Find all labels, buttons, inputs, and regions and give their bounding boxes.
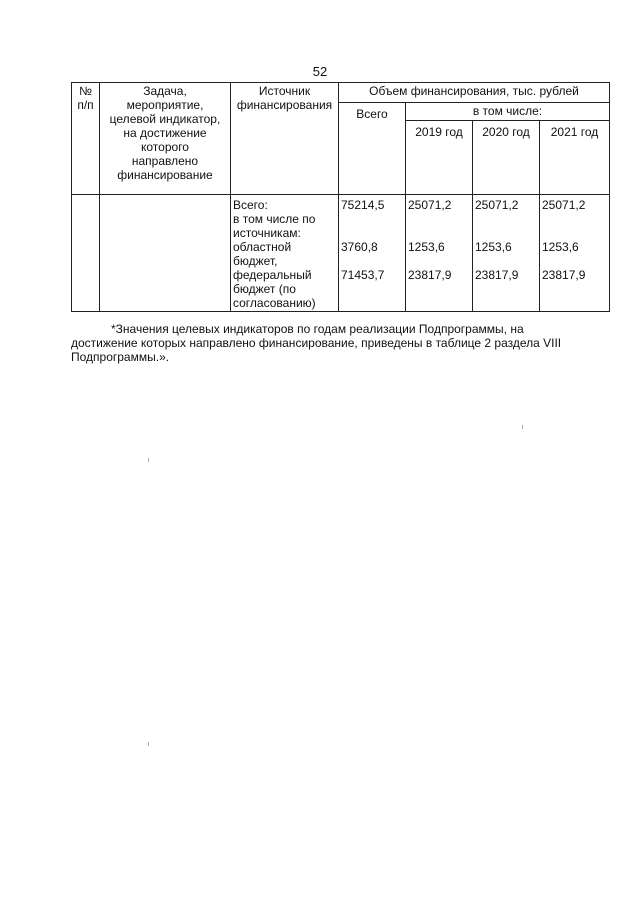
scan-speck xyxy=(522,425,523,429)
row-task xyxy=(100,195,231,312)
row-number xyxy=(72,195,100,312)
header-total: Всего xyxy=(339,103,406,195)
header-year-2021: 2021 год xyxy=(540,121,610,195)
header-including: в том числе: xyxy=(406,103,610,121)
header-source: Источник финансирования xyxy=(231,83,339,195)
page-number: 52 xyxy=(312,64,328,79)
row-2019: 25071,2 1253,6 23817,9 xyxy=(406,195,473,312)
footnote xyxy=(71,322,609,364)
header-volume: Объем финансирования, тыс. рублей xyxy=(339,83,610,103)
header-year-2020: 2020 год xyxy=(473,121,540,195)
header-task: Задача, мероприятие, целевой индикатор, на достижение которого направлено финансирование xyxy=(100,83,231,195)
scan-speck xyxy=(148,742,149,746)
financing-table xyxy=(71,82,610,312)
row-2020: 25071,2 1253,6 23817,9 xyxy=(473,195,540,312)
header-year-2019: 2019 год xyxy=(406,121,473,195)
footnote-line-1: *Значения целевых индикаторов по годам реализации Подпрограммы, на xyxy=(111,322,524,336)
row-source: Всего: в том числе по источникам: областной бюджет, федеральный бюджет (по согласованию) xyxy=(231,195,339,312)
row-2021: 25071,2 1253,6 23817,9 xyxy=(540,195,610,312)
scan-speck xyxy=(148,458,149,462)
row-total: 75214,5 3760,8 71453,7 xyxy=(339,195,406,312)
footnote-line-3: Подпрограммы.». xyxy=(71,350,170,364)
table-row xyxy=(72,195,610,312)
footnote-line-2: достижение которых направлено финансирование, приведены в таблице 2 раздела VIII xyxy=(71,336,562,350)
header-number: № п/п xyxy=(72,83,100,195)
